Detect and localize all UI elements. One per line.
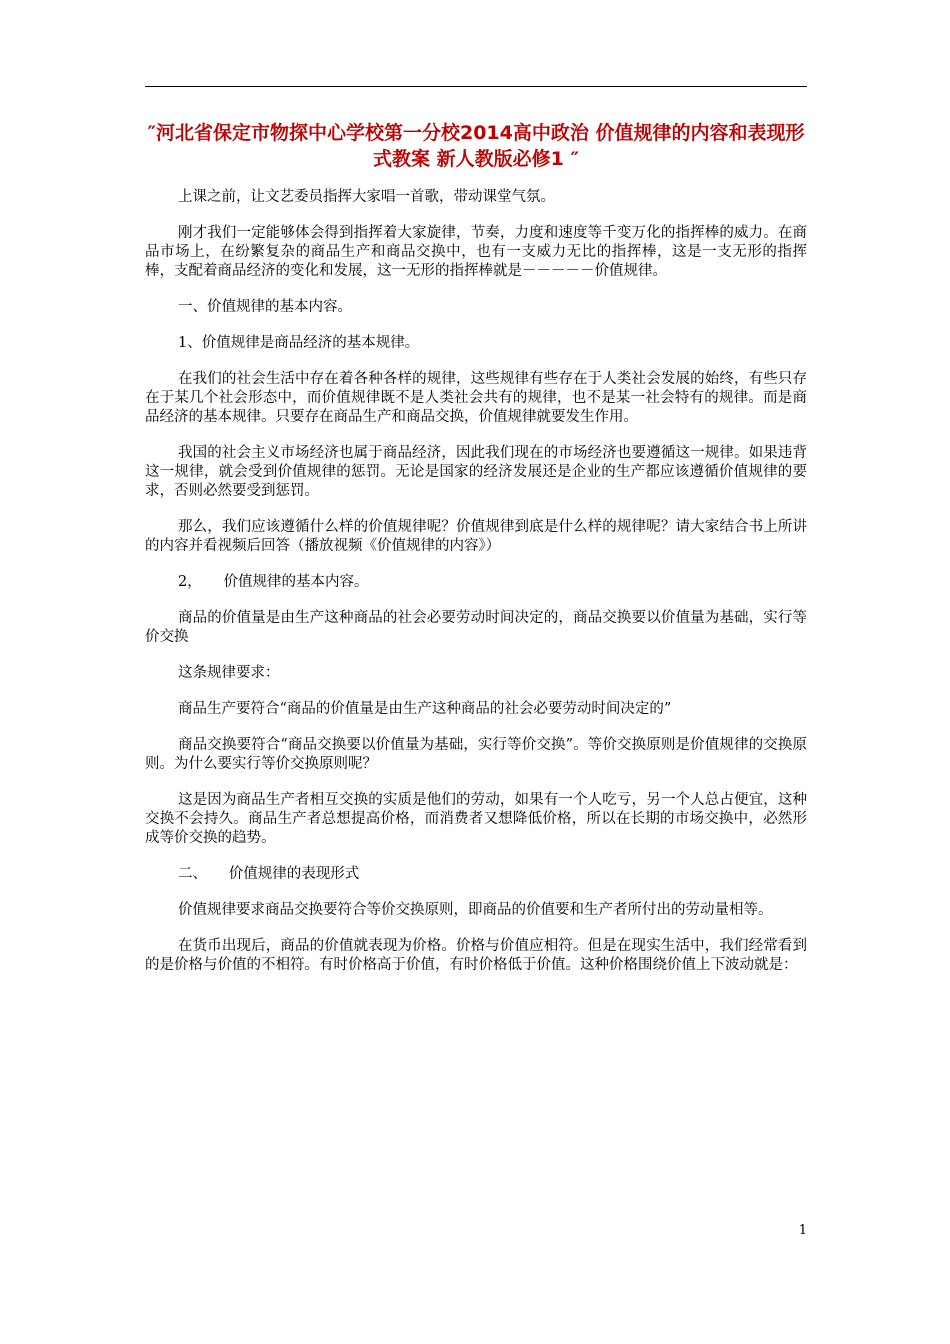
section-heading-2: 二、 价值规律的表现形式 xyxy=(178,866,360,882)
paragraph-exchange: 商品交换要符合“商品交换要以价值量为基础，实行等价交换”。等价交换原则是价值规律的交换原则。为什么要实行等价交换原则呢？ xyxy=(145,737,807,772)
document-body xyxy=(145,188,807,992)
page-number: 1 xyxy=(798,1223,807,1238)
paragraph-intro: 上课之前，让文艺委员指挥大家唱一首歌，带动课堂气氛。 xyxy=(178,189,555,205)
subheading-2: 2， 价值规律的基本内容。 xyxy=(178,574,369,590)
paragraph-market-economy: 我国的社会主义市场经济也属于商品经济，因此我们现在的市场经济也要遵循这一规律。如果违背这一规律，就会受到价值规律的惩罚。无论是国家的经济发展还是企业的生产都应该遵循价值规律的要求，否则必然要受到惩罚。 xyxy=(145,445,807,499)
paragraph-production: 商品生产要符合“商品的价值量是由生产这种商品的社会必要劳动时间决定的” xyxy=(178,701,672,717)
paragraph-requirements: 这条规律要求： xyxy=(178,665,280,681)
paragraph-laws: 在我们的社会生活中存在着各种各样的规律，这些规律有些存在于人类社会发展的始终，有些只存在于某几个社会形态中，而价值规律既不是人类社会共有的规律，也不是某一社会特有的规律。而是商品经济的基本规律。只要存在商品生产和商品交换，价值规律就要发生作用。 xyxy=(145,371,807,425)
paragraph-price-value: 在货币出现后，商品的价值就表现为价格。价格与价值应相符。但是在现实生活中，我们经常看到的是价格与价值的不相符。有时价格高于价值，有时价格低于价值。这种价格围绕价值上下波动就是： xyxy=(145,938,807,973)
subheading-1: 1、价值规律是商品经济的基本规律。 xyxy=(178,335,420,351)
paragraph-baton: 刚才我们一定能够体会得到指挥着大家旋律，节奏，力度和速度等千变万化的指挥棒的威力。在商品市场上，在纷繁复杂的商品生产和商品交换中，也有一支威力无比的指挥棒，这是一支无形的指挥棒，支配着商品经济的变化和发展，这一无形的指挥棒就是－－－－－价值规律。 xyxy=(145,225,807,279)
header-rule xyxy=(145,86,807,87)
document-title: ″河北省保定市物探中心学校第一分校2014高中政治 价值规律的内容和表现形式教案 新人教版必修1 ″ xyxy=(147,122,805,170)
paragraph-definition: 商品的价值量是由生产这种商品的社会必要劳动时间决定的，商品交换要以价值量为基础，实行等价交换 xyxy=(145,610,807,645)
paragraph-question: 那么，我们应该遵循什么样的价值规律呢？价值规律到底是什么样的规律呢？请大家结合书上所讲的内容并看视频后回答（播放视频《价值规律的内容》） xyxy=(145,519,807,554)
section-heading-1: 一、价值规律的基本内容。 xyxy=(178,299,352,315)
paragraph-reason: 这是因为商品生产者相互交换的实质是他们的劳动，如果有一个人吃亏，另一个人总占便宜，这种交换不会持久。商品生产者总想提高价格，而消费者又想降低价格，所以在长期的市场交换中，必然形成等价交换的趋势。 xyxy=(145,792,807,846)
paragraph-equal-exchange: 价值规律要求商品交换要符合等价交换原则，即商品的价值要和生产者所付出的劳动量相等。 xyxy=(178,902,773,918)
